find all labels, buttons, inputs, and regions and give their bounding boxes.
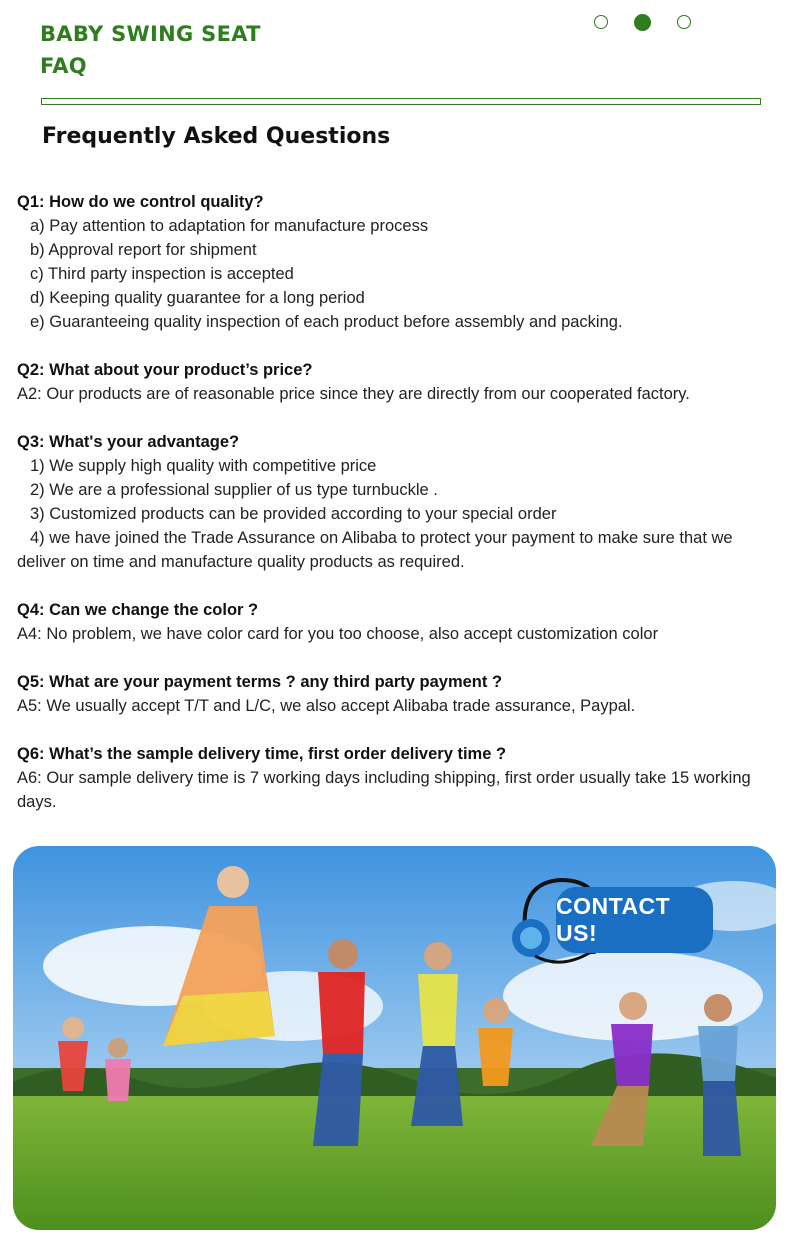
carousel-dot-3[interactable]	[677, 15, 691, 29]
carousel-indicator	[594, 15, 691, 31]
answer-4: A4: No problem, we have color card for you too choose, also accept customization color	[17, 625, 659, 643]
answer-6: A6: Our sample delivery time is 7 working days including shipping, first order usually take 15 working	[17, 769, 751, 787]
question-6: Q6: What’s the sample delivery time, first order delivery time ?	[17, 745, 507, 763]
answer-3-1: 1) We supply high quality with competitive price	[30, 457, 377, 475]
carousel-dot-1[interactable]	[594, 15, 608, 29]
answer-3-2: 2) We are a professional supplier of us type turnbuckle .	[30, 481, 438, 499]
answer-1e: e) Guaranteeing quality inspection of each product before assembly and packing.	[30, 313, 623, 331]
question-5: Q5: What are your payment terms ? any third party payment ?	[17, 673, 503, 691]
contact-us-button[interactable]: CONTACT US!	[556, 887, 713, 953]
carousel-dot-2-active[interactable]	[634, 14, 651, 31]
answer-6-continued: days.	[17, 793, 57, 811]
answer-2: A2: Our products are of reasonable price since they are directly from our cooperated factory.	[17, 385, 690, 403]
answer-1c: c) Third party inspection is accepted	[30, 265, 294, 283]
header	[40, 18, 261, 82]
product-title: BABY SWING SEAT	[40, 22, 261, 46]
answer-1d: d) Keeping quality guarantee for a long period	[30, 289, 365, 307]
faq-list	[17, 190, 782, 814]
question-2: Q2: What about your product’s price?	[17, 361, 313, 379]
answer-3-4: 4) we have joined the Trade Assurance on Alibaba to protect your payment to make sure that we	[30, 529, 733, 547]
faq-title: FAQ	[40, 54, 87, 78]
question-1: Q1: How do we control quality?	[17, 193, 264, 211]
header-divider	[41, 98, 761, 105]
faq-heading: Frequently Asked Questions	[42, 124, 391, 149]
answer-1a: a) Pay attention to adaptation for manufacture process	[30, 217, 429, 235]
question-3: Q3: What's your advantage?	[17, 433, 240, 451]
question-4: Q4: Can we change the color ?	[17, 601, 259, 619]
answer-3-4-continued: deliver on time and manufacture quality products as required.	[17, 553, 465, 571]
answer-3-3: 3) Customized products can be provided according to your special order	[30, 505, 557, 523]
answer-5: A5: We usually accept T/T and L/C, we also accept Alibaba trade assurance, Paypal.	[17, 697, 636, 715]
answer-1b: b) Approval report for shipment	[30, 241, 257, 259]
